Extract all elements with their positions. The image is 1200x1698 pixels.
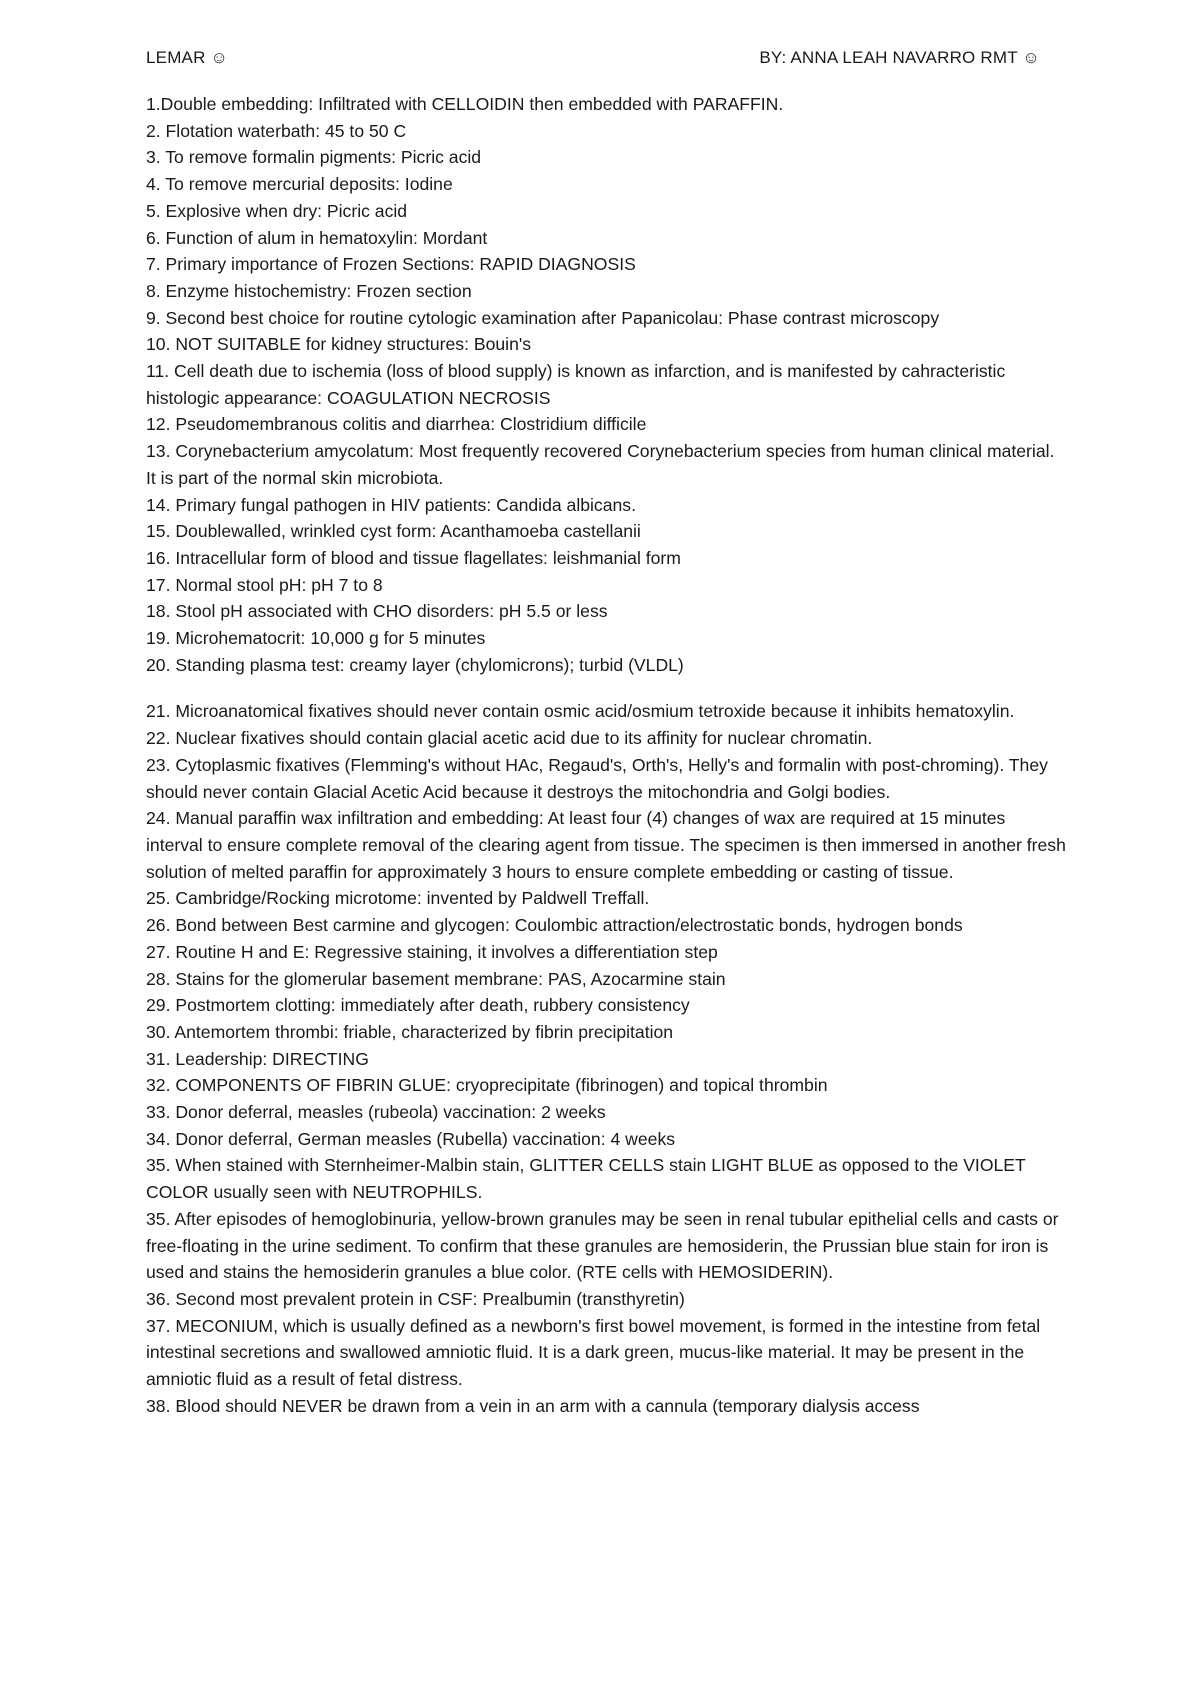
notes-list bbox=[146, 91, 1066, 1419]
list-item: 32. COMPONENTS OF FIBRIN GLUE: cryoprecipitate (fibrinogen) and topical thrombin bbox=[146, 1075, 828, 1096]
list-item: 23. Cytoplasmic fixatives (Flemming's without HAc, Regaud's, Orth's, Helly's and formalin with post-chroming). They should never contain Glacial Acetic Acid because it destroys the mitochondria and Golgi bodies. bbox=[146, 754, 1048, 802]
list-item: 35. After episodes of hemoglobinuria, yellow-brown granules may be seen in renal tubular epithelial cells and casts or free-floating in the urine sediment. To confirm that these granules are hemosiderin, the Prussian blue stain for iron is used and stains the hemosiderin granules a blue color. (RTE cells with HEMOSIDERIN). bbox=[146, 1208, 1059, 1283]
list-item: 10. NOT SUITABLE for kidney structures: Bouin's bbox=[146, 334, 532, 355]
list-item: 4. To remove mercurial deposits: Iodine bbox=[146, 174, 453, 195]
list-item: 24. Manual paraffin wax infiltration and embedding: At least four (4) changes of wax are required at 15 minutes interval to ensure complete removal of the clearing agent from tissue. The specimen is then immersed in another fresh solution of melted paraffin for approximately 3 hours to ensure complete embedding or casting of tissue. bbox=[146, 808, 1066, 882]
list-item: 25. Cambridge/Rocking microtome: invented by Paldwell Treffall. bbox=[146, 888, 650, 909]
list-item: 13. Corynebacterium amycolatum: Most frequently recovered Corynebacterium species from human clinical material. It is part of the normal skin microbiota. bbox=[146, 441, 1055, 488]
list-item: 33. Donor deferral, measles (rubeola) vaccination: 2 weeks bbox=[146, 1102, 606, 1123]
list-item: 19. Microhematocrit: 10,000 g for 5 minutes bbox=[146, 628, 486, 649]
list-item: 21. Microanatomical fixatives should never contain osmic acid/osmium tetroxide because it inhibits hematoxylin. bbox=[146, 701, 1015, 722]
list-item: 2. Flotation waterbath: 45 to 50 C bbox=[146, 120, 407, 141]
header-right-text: BY: ANNA LEAH NAVARRO RMT ☺ bbox=[759, 48, 1040, 67]
list-item: 20. Standing plasma test: creamy layer (chylomicrons); turbid (VLDL) bbox=[146, 654, 684, 675]
list-item: 9. Second best choice for routine cytologic examination after Papanicolau: Phase contrast microscopy bbox=[146, 307, 940, 328]
list-item: 29. Postmortem clotting: immediately after death, rubbery consistency bbox=[146, 995, 690, 1016]
list-item: 30. Antemortem thrombi: friable, characterized by fibrin precipitation bbox=[146, 1021, 674, 1042]
list-item: 36. Second most prevalent protein in CSF: Prealbumin (transthyretin) bbox=[146, 1288, 685, 1309]
list-item: 3. To remove formalin pigments: Picric acid bbox=[146, 147, 482, 168]
list-item: 38. Blood should NEVER be drawn from a vein in an arm with a cannula (temporary dialysis access bbox=[146, 1395, 920, 1416]
list-item: 14. Primary fungal pathogen in HIV patients: Candida albicans. bbox=[146, 494, 636, 515]
list-item: 17. Normal stool pH: pH 7 to 8 bbox=[146, 574, 383, 595]
list-item: 27. Routine H and E: Regressive staining, it involves a differentiation step bbox=[146, 941, 718, 962]
list-item: 7. Primary importance of Frozen Sections: RAPID DIAGNOSIS bbox=[146, 254, 636, 275]
list-item: 11. Cell death due to ischemia (loss of blood supply) is known as infarction, and is manifested by cahracteristic histologic appearance: COAGULATION NECROSIS bbox=[146, 361, 1006, 408]
list-item: 35. When stained with Sternheimer-Malbin stain, GLITTER CELLS stain LIGHT BLUE as opposed to the VIOLET COLOR usually seen with NEUTROPHILS. bbox=[146, 1155, 1026, 1203]
list-item: 6. Function of alum in hematoxylin: Mordant bbox=[146, 227, 488, 248]
list-item: 31. Leadership: DIRECTING bbox=[146, 1048, 369, 1069]
list-item: 15. Doublewalled, wrinkled cyst form: Acanthamoeba castellanii bbox=[146, 521, 641, 542]
notes-part-1 bbox=[146, 91, 1066, 678]
section-spacer bbox=[146, 678, 1066, 698]
list-item: 37. MECONIUM, which is usually defined as a newborn's first bowel movement, is formed in the intestine from fetal intestinal secretions and swallowed amniotic fluid. It is a dark green, mucus-like material. It may be present in the amniotic fluid as a result of fetal distress. bbox=[146, 1315, 1041, 1390]
list-item: 16. Intracellular form of blood and tissue flagellates: leishmanial form bbox=[146, 547, 681, 568]
list-item: 34. Donor deferral, German measles (Rubella) vaccination: 4 weeks bbox=[146, 1128, 676, 1149]
list-item: 28. Stains for the glomerular basement membrane: PAS, Azocarmine stain bbox=[146, 968, 726, 989]
list-item: 22. Nuclear fixatives should contain glacial acetic acid due to its affinity for nuclear chromatin. bbox=[146, 728, 873, 749]
notes-part-2 bbox=[146, 698, 1066, 1419]
list-item: 8. Enzyme histochemistry: Frozen section bbox=[146, 280, 472, 301]
page-header bbox=[146, 48, 1040, 72]
list-item: 18. Stool pH associated with CHO disorders: pH 5.5 or less bbox=[146, 601, 608, 622]
list-item: 5. Explosive when dry: Picric acid bbox=[146, 200, 408, 221]
list-item: 12. Pseudomembranous colitis and diarrhea: Clostridium difficile bbox=[146, 414, 647, 435]
list-item: 1.Double embedding: Infiltrated with CELLOIDIN then embedded with PARAFFIN. bbox=[146, 94, 784, 114]
header-left-text: LEMAR ☺ bbox=[146, 48, 229, 67]
list-item: 26. Bond between Best carmine and glycogen: Coulombic attraction/electrostatic bonds, hydrogen bonds bbox=[146, 915, 963, 936]
